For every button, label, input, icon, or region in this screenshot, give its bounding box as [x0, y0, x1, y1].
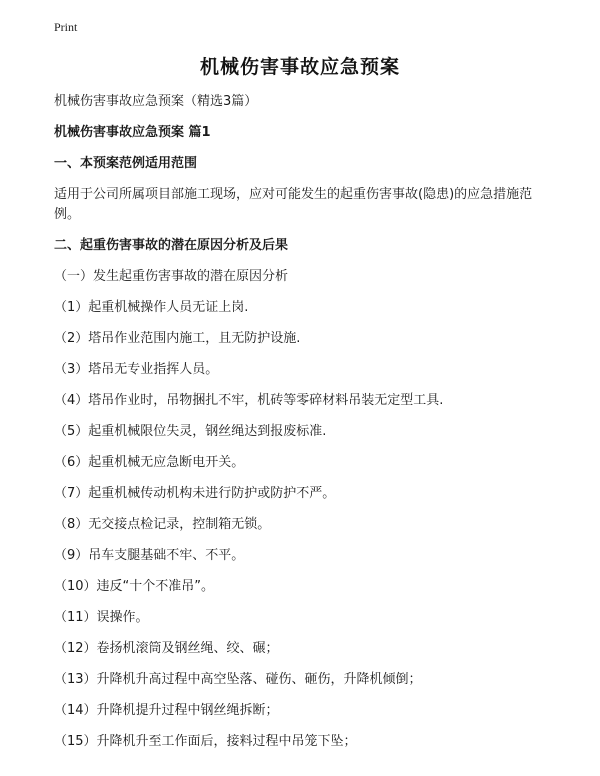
- list-item: （4）塔吊作业时，吊物捆扎不牢，机砖等零碎材料吊装无定型工具.: [54, 393, 444, 408]
- list-item: （14）升降机提升过程中钢丝绳拆断；: [54, 703, 279, 718]
- list-item: （1）起重机械操作人员无证上岗.: [54, 300, 249, 315]
- list-item: （9）吊车支腿基础不牢、不平。: [54, 548, 245, 563]
- document-title: 机械伤害事故应急预案: [199, 56, 400, 78]
- list-item: （2）塔吊作业范围内施工，且无防护设施.: [54, 331, 301, 346]
- list-item: （12）卷扬机滚筒及钢丝绳、绞、碾；: [54, 641, 279, 656]
- list-item: （3）塔吊无专业指挥人员。: [54, 362, 219, 377]
- list-item: （7）起重机械传动机构未进行防护或防护不严。: [54, 486, 336, 501]
- list-item: （13）升降机升高过程中高空坠落、碰伤、砸伤，升降机倾倒；: [54, 672, 422, 687]
- section1-body: 适用于公司所属项目部施工现场，应对可能发生的起重伤害事故(隐患)的应急措施范例。: [54, 187, 533, 222]
- list-item: （11）误操作。: [54, 610, 149, 625]
- list-item: （8）无交接点检记录，控制箱无锁。: [54, 517, 271, 532]
- section2-heading: 二、起重伤害事故的潜在原因分析及后果: [54, 238, 289, 253]
- article-heading: 机械伤害事故应急预案 篇1: [54, 125, 211, 140]
- document-body: [54, 92, 554, 763]
- cause-list: [54, 267, 554, 752]
- list-item: （6）起重机械无应急断电开关。: [54, 455, 245, 470]
- list-item: （15）升降机升至工作面后，接料过程中吊笼下坠；: [54, 734, 357, 749]
- print-link[interactable]: Print: [54, 20, 78, 34]
- list-item: （5）起重机械限位失灵，钢丝绳达到报废标准.: [54, 424, 327, 439]
- section1-heading: 一、本预案范例适用范围: [54, 156, 198, 171]
- cause-sub-heading: （一）发生起重伤害事故的潜在原因分析: [54, 269, 289, 284]
- list-item: （10）违反“十个不准吊”。: [54, 579, 215, 594]
- document-subtitle: 机械伤害事故应急预案（精选3篇）: [54, 94, 258, 109]
